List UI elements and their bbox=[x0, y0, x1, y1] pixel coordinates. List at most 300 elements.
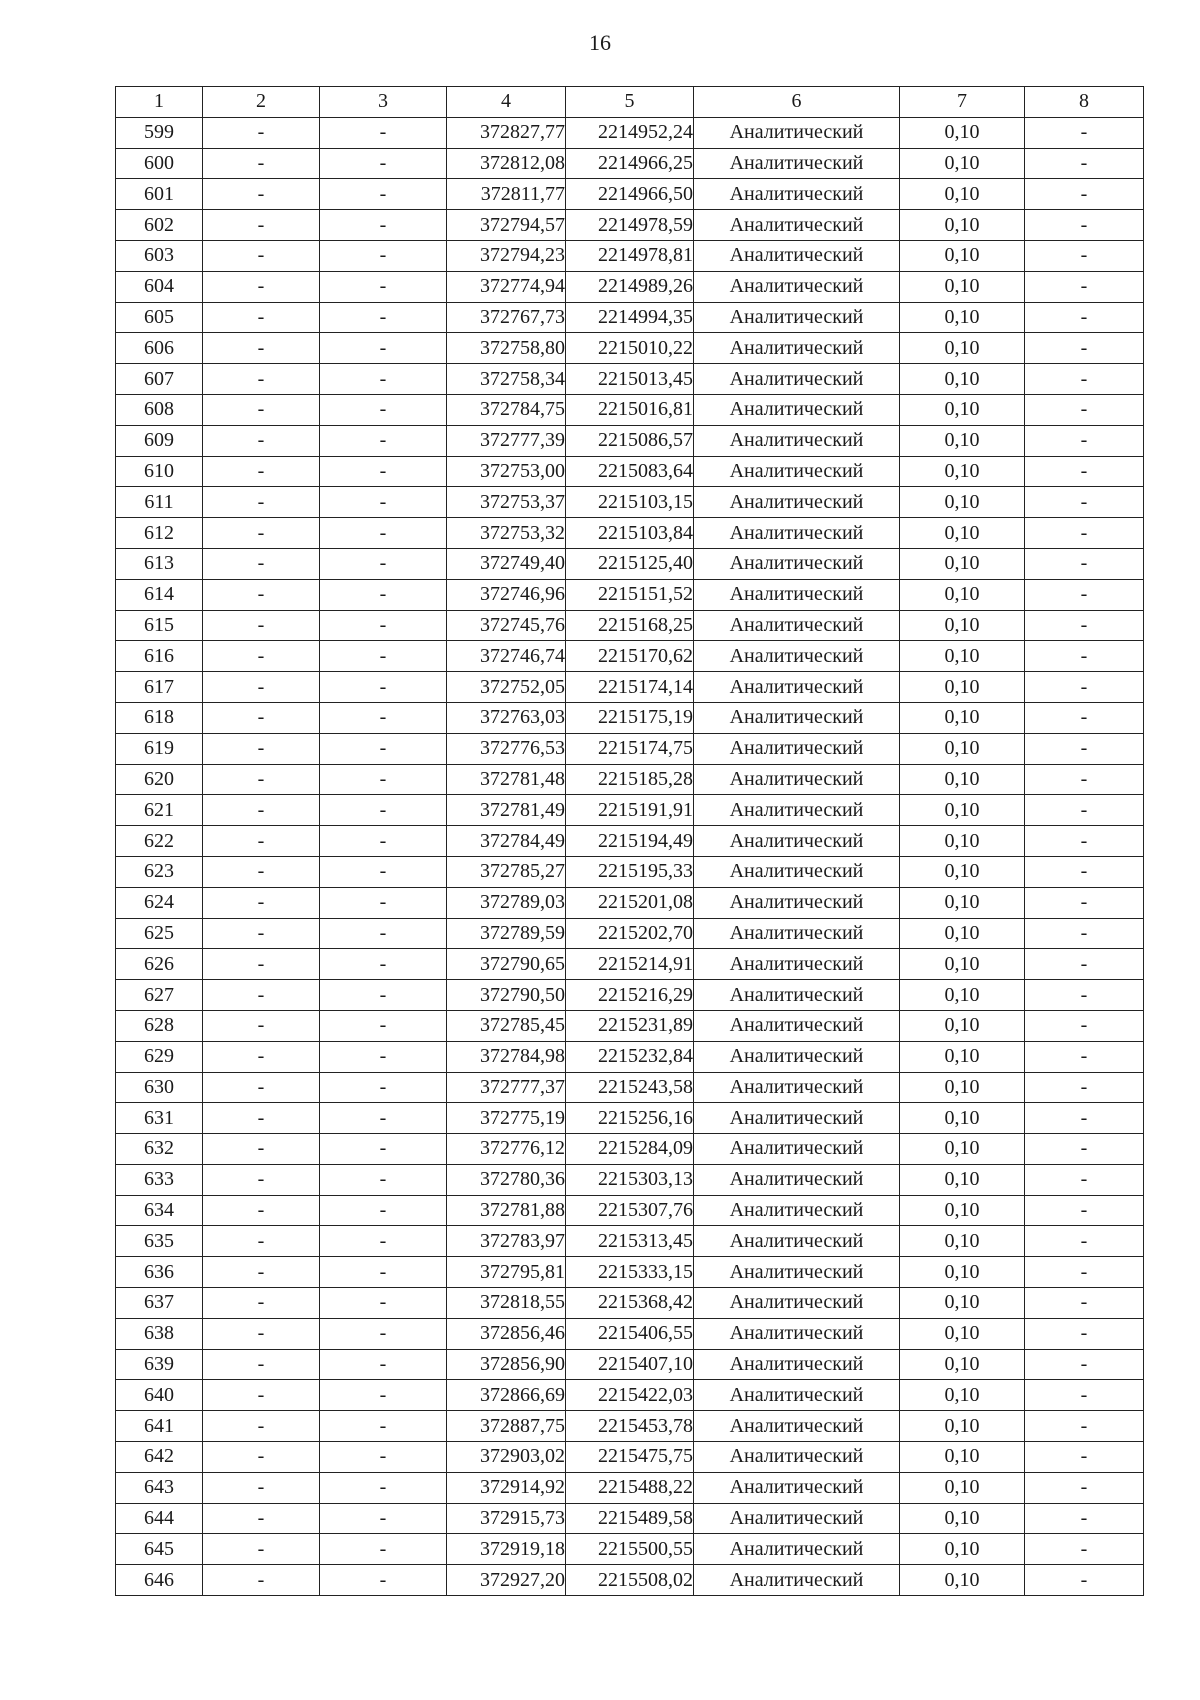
table-cell: - bbox=[320, 1349, 447, 1380]
table-cell: 623 bbox=[116, 856, 203, 887]
table-cell: 372795,81 bbox=[447, 1257, 566, 1288]
table-cell: - bbox=[1025, 518, 1144, 549]
table-cell: 608 bbox=[116, 394, 203, 425]
table-row bbox=[116, 364, 1144, 395]
table-cell: - bbox=[1025, 980, 1144, 1011]
table-cell: - bbox=[203, 980, 320, 1011]
table-cell: Аналитический bbox=[694, 1226, 900, 1257]
table-cell: - bbox=[320, 487, 447, 518]
table-cell: 626 bbox=[116, 949, 203, 980]
column-header: 8 bbox=[1025, 87, 1144, 118]
table-cell: - bbox=[203, 302, 320, 333]
table-cell: 612 bbox=[116, 518, 203, 549]
table-cell: Аналитический bbox=[694, 394, 900, 425]
table-cell: Аналитический bbox=[694, 610, 900, 641]
table-cell: 609 bbox=[116, 425, 203, 456]
table-cell: - bbox=[1025, 1411, 1144, 1442]
table-row bbox=[116, 1442, 1144, 1473]
table-cell: 0,10 bbox=[900, 1349, 1025, 1380]
table-row bbox=[116, 1257, 1144, 1288]
table-cell: 2215202,70 bbox=[566, 918, 694, 949]
table-cell: Аналитический bbox=[694, 456, 900, 487]
table-cell: - bbox=[203, 1257, 320, 1288]
table-cell: Аналитический bbox=[694, 1257, 900, 1288]
table-cell: - bbox=[1025, 826, 1144, 857]
table-cell: Аналитический bbox=[694, 856, 900, 887]
table-cell: 2214978,81 bbox=[566, 240, 694, 271]
table-cell: 629 bbox=[116, 1041, 203, 1072]
table-cell: 2215475,75 bbox=[566, 1442, 694, 1473]
table-cell: - bbox=[1025, 579, 1144, 610]
table-cell: 0,10 bbox=[900, 487, 1025, 518]
table-cell: Аналитический bbox=[694, 795, 900, 826]
table-cell: Аналитический bbox=[694, 179, 900, 210]
table-cell: - bbox=[1025, 1349, 1144, 1380]
table-cell: Аналитический bbox=[694, 887, 900, 918]
table-cell: - bbox=[320, 1072, 447, 1103]
table-cell: 2215368,42 bbox=[566, 1288, 694, 1319]
table-cell: Аналитический bbox=[694, 1565, 900, 1596]
table-row bbox=[116, 579, 1144, 610]
table-cell: 616 bbox=[116, 641, 203, 672]
table-cell: 2214966,25 bbox=[566, 148, 694, 179]
table-cell: 604 bbox=[116, 271, 203, 302]
table-cell: 607 bbox=[116, 364, 203, 395]
table-cell: 372827,77 bbox=[447, 117, 566, 148]
table-cell: 0,10 bbox=[900, 1565, 1025, 1596]
table-cell: - bbox=[320, 918, 447, 949]
table-cell: 372903,02 bbox=[447, 1442, 566, 1473]
table-cell: - bbox=[320, 856, 447, 887]
table-cell: - bbox=[1025, 610, 1144, 641]
table-cell: - bbox=[203, 518, 320, 549]
table-cell: - bbox=[1025, 456, 1144, 487]
table-row bbox=[116, 1565, 1144, 1596]
table-cell: 0,10 bbox=[900, 1257, 1025, 1288]
table-cell: - bbox=[1025, 240, 1144, 271]
column-header: 5 bbox=[566, 87, 694, 118]
table-cell: 372784,75 bbox=[447, 394, 566, 425]
table-cell: 2214989,26 bbox=[566, 271, 694, 302]
table-cell: 603 bbox=[116, 240, 203, 271]
table-cell: 620 bbox=[116, 764, 203, 795]
table-cell: 0,10 bbox=[900, 518, 1025, 549]
table-cell: 0,10 bbox=[900, 1534, 1025, 1565]
table-cell: Аналитический bbox=[694, 641, 900, 672]
table-cell: - bbox=[203, 1288, 320, 1319]
table-cell: - bbox=[1025, 148, 1144, 179]
table-cell: - bbox=[320, 672, 447, 703]
table-cell: - bbox=[1025, 1534, 1144, 1565]
table-cell: 621 bbox=[116, 795, 203, 826]
table-cell: 0,10 bbox=[900, 1103, 1025, 1134]
table-row bbox=[116, 487, 1144, 518]
table-cell: - bbox=[320, 333, 447, 364]
table-row bbox=[116, 548, 1144, 579]
table-cell: 372758,80 bbox=[447, 333, 566, 364]
table-row bbox=[116, 425, 1144, 456]
table-cell: - bbox=[1025, 487, 1144, 518]
table-cell: - bbox=[320, 1103, 447, 1134]
table-cell: Аналитический bbox=[694, 425, 900, 456]
table-cell: - bbox=[320, 456, 447, 487]
table-cell: - bbox=[1025, 210, 1144, 241]
table-row bbox=[116, 1411, 1144, 1442]
page-number: 16 bbox=[589, 30, 611, 55]
table-cell: 628 bbox=[116, 1010, 203, 1041]
table-cell: - bbox=[203, 1226, 320, 1257]
table-row bbox=[116, 764, 1144, 795]
table-cell: 372811,77 bbox=[447, 179, 566, 210]
table-cell: 644 bbox=[116, 1503, 203, 1534]
table-cell: 372914,92 bbox=[447, 1472, 566, 1503]
table-cell: Аналитический bbox=[694, 1318, 900, 1349]
table-cell: 372777,37 bbox=[447, 1072, 566, 1103]
table-cell: 372794,23 bbox=[447, 240, 566, 271]
table-row bbox=[116, 1380, 1144, 1411]
table-cell: - bbox=[203, 579, 320, 610]
table-cell: - bbox=[203, 148, 320, 179]
table-cell: 2215231,89 bbox=[566, 1010, 694, 1041]
table-cell: 634 bbox=[116, 1195, 203, 1226]
table-cell: 372758,34 bbox=[447, 364, 566, 395]
table-cell: 0,10 bbox=[900, 1472, 1025, 1503]
table-cell: 613 bbox=[116, 548, 203, 579]
table-cell: 2215489,58 bbox=[566, 1503, 694, 1534]
table-cell: 646 bbox=[116, 1565, 203, 1596]
table-cell: 599 bbox=[116, 117, 203, 148]
table-cell: 372753,37 bbox=[447, 487, 566, 518]
table-cell: 0,10 bbox=[900, 887, 1025, 918]
table-cell: 372818,55 bbox=[447, 1288, 566, 1319]
table-row bbox=[116, 1503, 1144, 1534]
table-cell: 0,10 bbox=[900, 1318, 1025, 1349]
table-cell: - bbox=[320, 980, 447, 1011]
table-cell: 2214994,35 bbox=[566, 302, 694, 333]
column-header: 4 bbox=[447, 87, 566, 118]
table-cell: - bbox=[320, 425, 447, 456]
table-cell: 2215170,62 bbox=[566, 641, 694, 672]
table-cell: - bbox=[203, 1411, 320, 1442]
table-cell: - bbox=[1025, 1103, 1144, 1134]
table-cell: 643 bbox=[116, 1472, 203, 1503]
table-cell: - bbox=[203, 826, 320, 857]
table-cell: 0,10 bbox=[900, 1134, 1025, 1165]
table-cell: - bbox=[203, 271, 320, 302]
table-cell: 372774,94 bbox=[447, 271, 566, 302]
table-cell: 0,10 bbox=[900, 856, 1025, 887]
table-cell: 636 bbox=[116, 1257, 203, 1288]
table-cell: - bbox=[320, 1134, 447, 1165]
table-row bbox=[116, 641, 1144, 672]
table-cell: Аналитический bbox=[694, 1411, 900, 1442]
table-cell: 0,10 bbox=[900, 1072, 1025, 1103]
table-cell: - bbox=[1025, 1041, 1144, 1072]
table-cell: Аналитический bbox=[694, 702, 900, 733]
table-cell: 372927,20 bbox=[447, 1565, 566, 1596]
table-cell: Аналитический bbox=[694, 733, 900, 764]
table-cell: - bbox=[203, 1195, 320, 1226]
table-cell: 372866,69 bbox=[447, 1380, 566, 1411]
table-cell: 0,10 bbox=[900, 425, 1025, 456]
table-cell: 618 bbox=[116, 702, 203, 733]
table-cell: - bbox=[320, 1164, 447, 1195]
table-cell: 0,10 bbox=[900, 610, 1025, 641]
table-cell: 645 bbox=[116, 1534, 203, 1565]
table-cell: 372781,48 bbox=[447, 764, 566, 795]
table-cell: 2214952,24 bbox=[566, 117, 694, 148]
table-cell: - bbox=[320, 887, 447, 918]
table-cell: 0,10 bbox=[900, 1010, 1025, 1041]
table-row bbox=[116, 887, 1144, 918]
table-cell: - bbox=[1025, 887, 1144, 918]
table-cell: 372887,75 bbox=[447, 1411, 566, 1442]
table-cell: 0,10 bbox=[900, 795, 1025, 826]
table-row bbox=[116, 1288, 1144, 1319]
table-cell: Аналитический bbox=[694, 1472, 900, 1503]
table-row bbox=[116, 1318, 1144, 1349]
table-cell: 640 bbox=[116, 1380, 203, 1411]
table-cell: Аналитический bbox=[694, 1195, 900, 1226]
table-cell: - bbox=[320, 1041, 447, 1072]
table-cell: - bbox=[320, 1288, 447, 1319]
table-row bbox=[116, 1134, 1144, 1165]
table-cell: 372794,57 bbox=[447, 210, 566, 241]
table-cell: Аналитический bbox=[694, 1164, 900, 1195]
table-cell: - bbox=[1025, 179, 1144, 210]
table-cell: 372785,45 bbox=[447, 1010, 566, 1041]
table-cell: 372784,49 bbox=[447, 826, 566, 857]
table-cell: 2215201,08 bbox=[566, 887, 694, 918]
table-cell: 372746,96 bbox=[447, 579, 566, 610]
table-cell: 0,10 bbox=[900, 240, 1025, 271]
table-cell: - bbox=[1025, 672, 1144, 703]
table-cell: 0,10 bbox=[900, 148, 1025, 179]
table-cell: 2215333,15 bbox=[566, 1257, 694, 1288]
table-row bbox=[116, 1226, 1144, 1257]
table-cell: 372745,76 bbox=[447, 610, 566, 641]
table-cell: - bbox=[203, 672, 320, 703]
table-cell: 642 bbox=[116, 1442, 203, 1473]
table-cell: - bbox=[203, 548, 320, 579]
table-cell: - bbox=[320, 148, 447, 179]
table-cell: - bbox=[203, 1380, 320, 1411]
table-cell: 372780,36 bbox=[447, 1164, 566, 1195]
table-cell: 0,10 bbox=[900, 1503, 1025, 1534]
table-cell: 0,10 bbox=[900, 918, 1025, 949]
table-cell: 372749,40 bbox=[447, 548, 566, 579]
table-cell: Аналитический bbox=[694, 210, 900, 241]
table-cell: 0,10 bbox=[900, 826, 1025, 857]
table-cell: - bbox=[203, 610, 320, 641]
table-cell: 372856,46 bbox=[447, 1318, 566, 1349]
table-cell: 627 bbox=[116, 980, 203, 1011]
table-cell: 372783,97 bbox=[447, 1226, 566, 1257]
table-cell: - bbox=[1025, 702, 1144, 733]
table-cell: - bbox=[203, 733, 320, 764]
table-cell: - bbox=[203, 487, 320, 518]
table-cell: - bbox=[320, 1472, 447, 1503]
table-cell: 2215168,25 bbox=[566, 610, 694, 641]
table-cell: - bbox=[203, 1318, 320, 1349]
table-row bbox=[116, 148, 1144, 179]
coordinates-table bbox=[115, 86, 1144, 1596]
table-cell: 372746,74 bbox=[447, 641, 566, 672]
column-header: 2 bbox=[203, 87, 320, 118]
table-cell: 2215216,29 bbox=[566, 980, 694, 1011]
table-row bbox=[116, 456, 1144, 487]
table-cell: 630 bbox=[116, 1072, 203, 1103]
table-cell: 372752,05 bbox=[447, 672, 566, 703]
table-cell: - bbox=[203, 117, 320, 148]
table-cell: - bbox=[320, 949, 447, 980]
table-row bbox=[116, 826, 1144, 857]
table-cell: - bbox=[203, 210, 320, 241]
table-cell: - bbox=[203, 1442, 320, 1473]
table-cell: - bbox=[1025, 271, 1144, 302]
table-cell: - bbox=[1025, 856, 1144, 887]
table-cell: Аналитический bbox=[694, 1380, 900, 1411]
table-cell: 2215307,76 bbox=[566, 1195, 694, 1226]
column-header: 3 bbox=[320, 87, 447, 118]
table-cell: - bbox=[320, 1318, 447, 1349]
table-cell: - bbox=[203, 764, 320, 795]
table-cell: Аналитический bbox=[694, 333, 900, 364]
table-cell: - bbox=[1025, 1257, 1144, 1288]
table-row bbox=[116, 733, 1144, 764]
table-cell: 602 bbox=[116, 210, 203, 241]
table-cell: - bbox=[1025, 1318, 1144, 1349]
table-cell: Аналитический bbox=[694, 548, 900, 579]
table-cell: - bbox=[320, 117, 447, 148]
table-cell: 2215214,91 bbox=[566, 949, 694, 980]
table-cell: 0,10 bbox=[900, 456, 1025, 487]
table-cell: 2215086,57 bbox=[566, 425, 694, 456]
table-cell: - bbox=[1025, 1442, 1144, 1473]
table-cell: - bbox=[1025, 795, 1144, 826]
table-cell: - bbox=[1025, 1010, 1144, 1041]
table-cell: 2215284,09 bbox=[566, 1134, 694, 1165]
table-cell: - bbox=[320, 364, 447, 395]
table-cell: Аналитический bbox=[694, 1134, 900, 1165]
table-cell: 0,10 bbox=[900, 117, 1025, 148]
table-cell: Аналитический bbox=[694, 1041, 900, 1072]
table-cell: - bbox=[1025, 1195, 1144, 1226]
table-cell: Аналитический bbox=[694, 826, 900, 857]
table-cell: - bbox=[320, 394, 447, 425]
table-cell: - bbox=[320, 210, 447, 241]
table-cell: - bbox=[320, 1195, 447, 1226]
table-cell: 372767,73 bbox=[447, 302, 566, 333]
table-cell: Аналитический bbox=[694, 518, 900, 549]
table-cell: 624 bbox=[116, 887, 203, 918]
table-cell: 372919,18 bbox=[447, 1534, 566, 1565]
table-cell: 600 bbox=[116, 148, 203, 179]
table-cell: - bbox=[1025, 364, 1144, 395]
table-cell: - bbox=[1025, 641, 1144, 672]
table-cell: 2215195,33 bbox=[566, 856, 694, 887]
table-cell: - bbox=[1025, 918, 1144, 949]
table-cell: 633 bbox=[116, 1164, 203, 1195]
table-cell: - bbox=[203, 1534, 320, 1565]
table-row bbox=[116, 1103, 1144, 1134]
table-cell: 606 bbox=[116, 333, 203, 364]
table-body bbox=[116, 117, 1144, 1595]
table-cell: - bbox=[1025, 1072, 1144, 1103]
table-cell: - bbox=[1025, 733, 1144, 764]
column-header: 6 bbox=[694, 87, 900, 118]
table-cell: 0,10 bbox=[900, 1226, 1025, 1257]
table-cell: 637 bbox=[116, 1288, 203, 1319]
column-header: 1 bbox=[116, 87, 203, 118]
table-cell: 372776,12 bbox=[447, 1134, 566, 1165]
table-row bbox=[116, 1041, 1144, 1072]
table-cell: 2215232,84 bbox=[566, 1041, 694, 1072]
table-cell: 605 bbox=[116, 302, 203, 333]
table-cell: - bbox=[203, 1134, 320, 1165]
table-cell: 372915,73 bbox=[447, 1503, 566, 1534]
table-cell: 639 bbox=[116, 1349, 203, 1380]
table-cell: Аналитический bbox=[694, 302, 900, 333]
table-cell: 622 bbox=[116, 826, 203, 857]
table-cell: 372790,65 bbox=[447, 949, 566, 980]
table-cell: 0,10 bbox=[900, 333, 1025, 364]
table-cell: 0,10 bbox=[900, 1442, 1025, 1473]
table-cell: 635 bbox=[116, 1226, 203, 1257]
table-cell: 625 bbox=[116, 918, 203, 949]
table-cell: 2215175,19 bbox=[566, 702, 694, 733]
table-cell: 372753,00 bbox=[447, 456, 566, 487]
table-cell: 372789,03 bbox=[447, 887, 566, 918]
table-cell: 0,10 bbox=[900, 364, 1025, 395]
table-cell: Аналитический bbox=[694, 148, 900, 179]
table-cell: - bbox=[1025, 1503, 1144, 1534]
table-cell: - bbox=[1025, 1164, 1144, 1195]
table-cell: 2215103,15 bbox=[566, 487, 694, 518]
table-cell: - bbox=[203, 1010, 320, 1041]
table-cell: 0,10 bbox=[900, 672, 1025, 703]
table-cell: - bbox=[203, 702, 320, 733]
table-cell: - bbox=[320, 1257, 447, 1288]
table-cell: 2215422,03 bbox=[566, 1380, 694, 1411]
table-cell: 631 bbox=[116, 1103, 203, 1134]
table-cell: Аналитический bbox=[694, 1534, 900, 1565]
table-cell: - bbox=[1025, 1134, 1144, 1165]
table-row bbox=[116, 1072, 1144, 1103]
table-cell: 2215010,22 bbox=[566, 333, 694, 364]
table-cell: - bbox=[203, 949, 320, 980]
table-cell: - bbox=[320, 764, 447, 795]
table-cell: 0,10 bbox=[900, 1041, 1025, 1072]
table-cell: Аналитический bbox=[694, 949, 900, 980]
table-header-row bbox=[116, 87, 1144, 118]
table-cell: 372789,59 bbox=[447, 918, 566, 949]
table-cell: 372856,90 bbox=[447, 1349, 566, 1380]
table-cell: 372812,08 bbox=[447, 148, 566, 179]
table-cell: Аналитический bbox=[694, 918, 900, 949]
table-cell: 0,10 bbox=[900, 1195, 1025, 1226]
table-cell: - bbox=[1025, 1226, 1144, 1257]
table-cell: 611 bbox=[116, 487, 203, 518]
table-cell: 372753,32 bbox=[447, 518, 566, 549]
table-cell: Аналитический bbox=[694, 764, 900, 795]
table-cell: 2215508,02 bbox=[566, 1565, 694, 1596]
table-cell: 0,10 bbox=[900, 980, 1025, 1011]
table-cell: - bbox=[320, 795, 447, 826]
table-cell: - bbox=[1025, 1565, 1144, 1596]
table-cell: Аналитический bbox=[694, 271, 900, 302]
table-cell: 372777,39 bbox=[447, 425, 566, 456]
